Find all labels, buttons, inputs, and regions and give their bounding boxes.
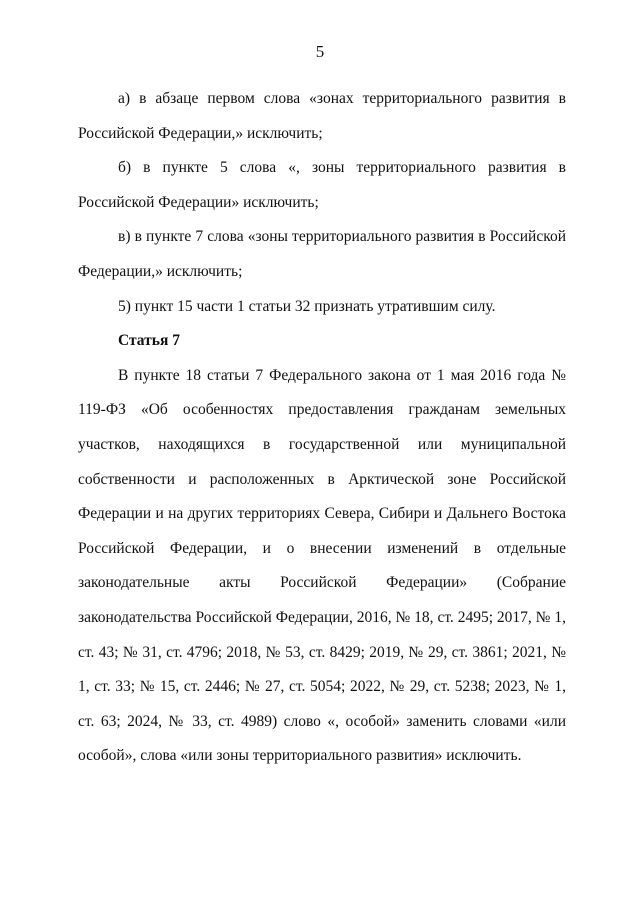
page-number: 5 (315, 42, 325, 61)
paragraph-a: а) в абзаце первом слова «зонах территориального развития в Российской Федерации,» исключить; (78, 90, 566, 142)
article-heading: Статья 7 (118, 332, 180, 350)
paragraph-v: в) в пункте 7 слова «зоны территориального развития в Российской Федерации,» исключить; (78, 228, 566, 280)
paragraph-b: б) в пункте 5 слова «, зоны территориального развития в Российской Федерации» исключить; (78, 159, 566, 211)
article-7-text: В пункте 18 статьи 7 Федерального закона от 1 мая 2016 года № 119-ФЗ «Об особенностях предоставления гражданам земельных участков, находящихся в государственной или муниципальной собственности и расположенных в Арктической зоне Российской Федерации и на других территориях Севера, Сибири и Дальнего Востока Российской Федерации, и о внесении изменений в отдельные законодательные акты Российской Федерации» (Собрание законодательства Российской Федерации, 2016, № 18, ст. 2495; 2017, № 1, ст. 43; № 31, ст. 4796; 2018, № 53, ст. 8429; 2019, № 29, ст. 3861; 2021, № 1, ст. 33; № 15, ст. 2446; № 27, ст. 5054; 2022, № 29, ст. 5238; 2023, № 1, ст. 63; 2024, № 33, ст. 4989) слово «, особой» заменить словами «или особой», слова «или зоны территориального развития» исключить. (78, 366, 566, 765)
document-body (78, 82, 566, 774)
paragraph-item-5: 5) пункт 15 части 1 статьи 32 признать утратившим силу. (118, 297, 496, 315)
